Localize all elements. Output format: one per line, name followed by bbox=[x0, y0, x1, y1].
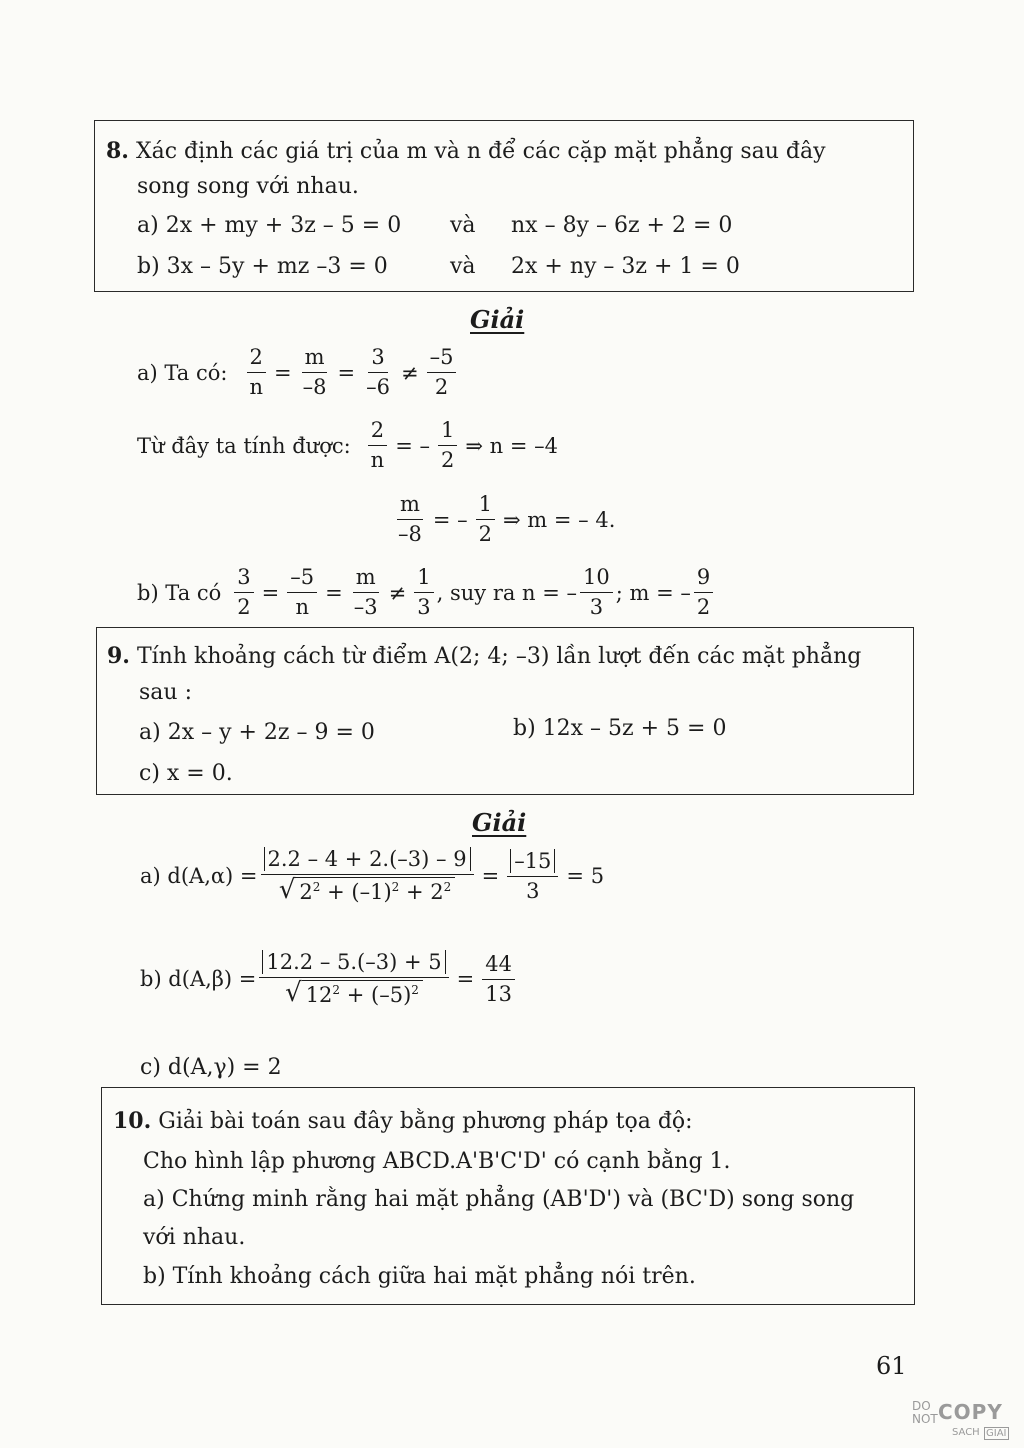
fraction: $\frac{1}{2}$ bbox=[476, 492, 495, 547]
solution-8-b-m: ; m = – bbox=[615, 580, 691, 605]
solution-8-a-prefix: a) Ta có: bbox=[137, 360, 228, 385]
exercise-10-line2: Cho hình lập phương ABCD.A'B'C'D' có cạnh bằng 1. bbox=[143, 1149, 731, 1174]
fraction: $\frac{2}{n}$ bbox=[368, 418, 388, 473]
exercise-8-a-eq1: a) 2x + my + 3z – 5 = 0 bbox=[137, 213, 402, 238]
solution-9-b-prefix: b) d(A,β) = bbox=[140, 967, 257, 992]
sqrt: √ $2^2 + (-1)^2 + 2^2$ bbox=[279, 877, 455, 905]
watermark-do: DO bbox=[912, 1399, 931, 1413]
exercise-9-line2: sau : bbox=[139, 680, 192, 705]
exercise-8-b-eq2: 2x + ny – 3z + 1 = 0 bbox=[511, 254, 740, 279]
solution-9-a-numerator: 2.2 – 4 + 2.(–3) – 9 bbox=[264, 847, 471, 871]
solution-9-a-result: = 5 bbox=[566, 864, 605, 889]
solution-8-a-equation: a) Ta có: $\frac{2}{n}$ = $\frac{m}{-8}$ = $\frac{3}{-6}$ ≠ $\frac{-5}{2}$ bbox=[137, 345, 459, 400]
fraction bbox=[261, 847, 474, 905]
fraction: $\frac{10}{3}$ bbox=[580, 565, 613, 620]
fraction: $\frac{m}{-8}$ bbox=[302, 345, 327, 400]
exercise-10-line1: Giải bài toán sau đây bằng phương pháp tọa độ: bbox=[158, 1109, 693, 1134]
solution-8-n-equation: Từ đây ta tính được: $\frac{2}{n}$ = – $\frac{1}{2}$ ⇒ n = –4 bbox=[137, 418, 558, 473]
exercise-8-statement bbox=[106, 138, 826, 164]
exercise-9-line1: Tính khoảng cách từ điểm A(2; 4; –3) lần lượt đến các mặt phẳng bbox=[136, 644, 862, 669]
exercise-10-line4: với nhau. bbox=[143, 1225, 246, 1250]
fraction: $\frac{2}{n}$ bbox=[246, 345, 266, 400]
solution-9-b-numerator: 12.2 – 5.(–3) + 5 bbox=[262, 950, 445, 974]
fraction: $\frac{9}{2}$ bbox=[694, 565, 713, 620]
solution-8-m-equation: $\frac{m}{-8}$ = – $\frac{1}{2}$ ⇒ m = – 4. bbox=[392, 492, 620, 547]
exercise-10-number: 10. bbox=[113, 1108, 152, 1134]
watermark-sach: SACH bbox=[952, 1427, 980, 1438]
exercise-8-a-and: và bbox=[450, 213, 476, 238]
watermark-giai: GIAI bbox=[986, 1428, 1007, 1439]
fraction: $\frac{-5}{n}$ bbox=[287, 565, 317, 620]
solution-8-b-prefix: b) Ta có bbox=[137, 580, 222, 605]
solution-8-from-text: Từ đây ta tính được: bbox=[137, 433, 351, 458]
fraction: $\frac{-15}{3}$ bbox=[507, 849, 558, 904]
solution-9-heading: Giải bbox=[472, 808, 527, 837]
exercise-8-line1: Xác định các giá trị của m và n để các cặp mặt phẳng sau đây bbox=[135, 139, 826, 164]
watermark-not: NOT bbox=[912, 1412, 938, 1426]
fraction: $\frac{1}{3}$ bbox=[414, 565, 433, 620]
fraction: $\frac{m}{-3}$ bbox=[353, 565, 378, 620]
exercise-10-line5: b) Tính khoảng cách giữa hai mặt phẳng nói trên. bbox=[143, 1264, 696, 1289]
solution-9-b-equation: b) d(A,β) = 12.2 – 5.(–3) + 5 √ $12^2 + (-5)^2$ = $\frac{44}{13}$ bbox=[140, 950, 518, 1008]
solution-8-m-result: ⇒ m = – 4. bbox=[503, 507, 616, 532]
exercise-8-line2: song song với nhau. bbox=[137, 174, 359, 199]
fraction: $\frac{-5}{2}$ bbox=[427, 345, 457, 400]
solution-8-heading: Giải bbox=[470, 305, 525, 334]
exercise-10-statement bbox=[113, 1108, 693, 1134]
solution-9-a-equation: a) d(A,α) = 2.2 – 4 + 2.(–3) – 9 √ $2^2 + (-1)^2 + 2^2$ = $\frac{-15}{3}$ = 5 bbox=[140, 847, 605, 906]
solution-8-n-result: ⇒ n = –4 bbox=[465, 433, 558, 458]
watermark-copy: COPY bbox=[938, 1400, 1003, 1424]
exercise-10-line3: a) Chứng minh rằng hai mặt phẳng (AB'D') và (BC'D) song song bbox=[143, 1187, 855, 1212]
exercise-9-statement bbox=[107, 643, 861, 669]
exercise-9-c: c) x = 0. bbox=[139, 761, 233, 786]
fraction: $\frac{1}{2}$ bbox=[438, 418, 457, 473]
solution-8-b-equation: b) Ta có $\frac{3}{2}$ = $\frac{-5}{n}$ = $\frac{m}{-3}$ ≠ $\frac{1}{3}$ , suy ra n = – $\frac{10}{3}$ ; m = – $\frac{9}{2}$ bbox=[137, 565, 716, 620]
fraction: $\frac{44}{13}$ bbox=[482, 952, 515, 1007]
exercise-8-b-and: và bbox=[450, 254, 476, 279]
fraction: $\frac{3}{-6}$ bbox=[366, 345, 390, 400]
exercise-8-a-eq2: nx – 8y – 6z + 2 = 0 bbox=[511, 213, 733, 238]
fraction: $\frac{3}{2}$ bbox=[234, 565, 253, 620]
sqrt: √ $12^2 + (-5)^2$ bbox=[285, 980, 423, 1008]
page-number: 61 bbox=[876, 1352, 907, 1380]
exercise-8-b-eq1: b) 3x – 5y + mz –3 = 0 bbox=[137, 254, 388, 279]
solution-8-b-suy-ra: , suy ra n = – bbox=[436, 580, 578, 605]
exercise-9-number: 9. bbox=[107, 643, 130, 669]
exercise-9-b: b) 12x – 5z + 5 = 0 bbox=[513, 716, 727, 741]
fraction bbox=[259, 950, 448, 1008]
solution-9-a-prefix: a) d(A,α) = bbox=[140, 864, 258, 889]
fraction: $\frac{m}{-8}$ bbox=[398, 492, 422, 547]
solution-9-c: c) d(A,γ) = 2 bbox=[140, 1055, 282, 1080]
exercise-9-a: a) 2x – y + 2z – 9 = 0 bbox=[139, 720, 375, 745]
exercise-8-number: 8. bbox=[106, 138, 129, 164]
watermark-logo bbox=[912, 1400, 1012, 1444]
